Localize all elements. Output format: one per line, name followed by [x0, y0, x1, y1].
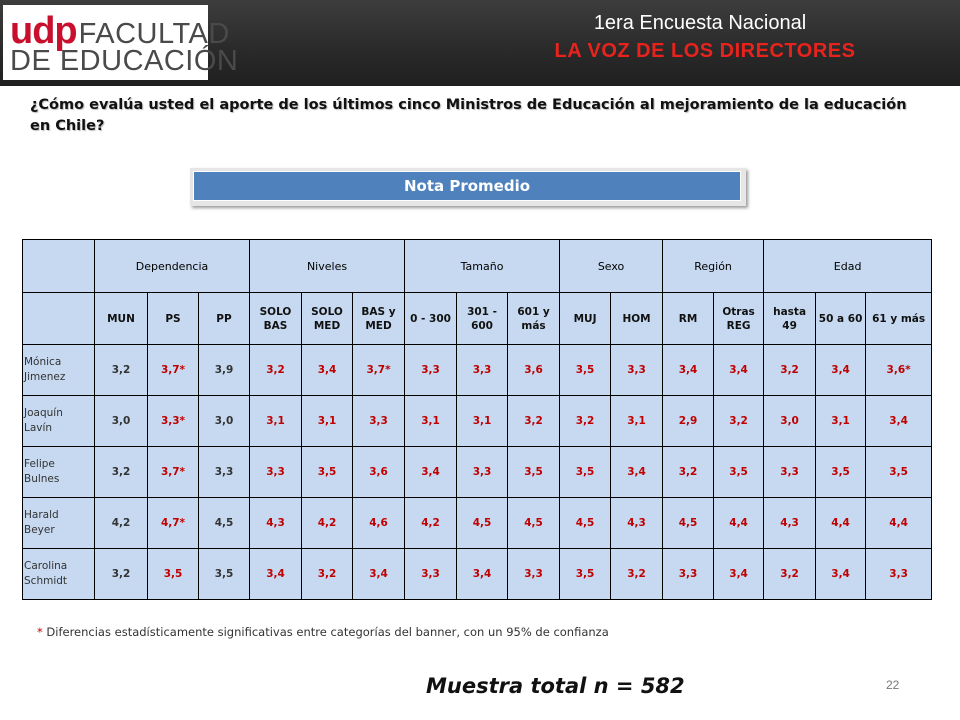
- score-cell: 3,4: [816, 549, 866, 600]
- score-cell: 3,4: [816, 345, 866, 396]
- corner-cell: [23, 293, 95, 345]
- score-cell: 3,2: [95, 345, 148, 396]
- score-cell: 3,2: [95, 549, 148, 600]
- score-cell: 3,6*: [866, 345, 932, 396]
- score-cell: 3,2: [764, 549, 816, 600]
- score-cell: 3,7*: [148, 345, 199, 396]
- survey-title: 1era Encuesta Nacional: [593, 12, 807, 34]
- footnote-text: Diferencias estadísticamente significativas entre categorías del banner, con un 95% de confianza: [42, 625, 609, 639]
- minister-name: Harald Beyer: [23, 498, 95, 549]
- score-cell: 3,4: [611, 447, 663, 498]
- logo-educacion-text: DE EDUCACIÓN: [10, 45, 239, 77]
- score-cell: 3,2: [764, 345, 816, 396]
- table-row: [23, 396, 932, 447]
- table-row: [23, 549, 932, 600]
- score-cell: 3,1: [816, 396, 866, 447]
- score-cell: 3,3*: [148, 396, 199, 447]
- results-table: [22, 239, 932, 600]
- column-header: MUJ: [560, 293, 611, 345]
- score-cell: 4,2: [95, 498, 148, 549]
- score-cell: 3,5: [508, 447, 560, 498]
- score-cell: 3,4: [714, 549, 764, 600]
- score-cell: 3,9: [199, 345, 250, 396]
- score-cell: 3,3: [663, 549, 714, 600]
- score-cell: 3,5: [560, 549, 611, 600]
- score-cell: 3,5: [302, 447, 353, 498]
- score-cell: 4,4: [714, 498, 764, 549]
- score-cell: 4,2: [302, 498, 353, 549]
- score-cell: 3,4: [302, 345, 353, 396]
- score-cell: 3,4: [405, 447, 457, 498]
- column-header: PS: [148, 293, 199, 345]
- score-cell: 3,2: [302, 549, 353, 600]
- banner-frame: [190, 168, 746, 206]
- score-cell: 3,2: [508, 396, 560, 447]
- survey-subtitle: LA VOZ DE LOS DIRECTORES: [554, 40, 856, 62]
- score-cell: 3,3: [866, 549, 932, 600]
- column-header: 0 - 300: [405, 293, 457, 345]
- group-header: Sexo: [560, 240, 663, 293]
- minister-name: Mónica Jimenez: [23, 345, 95, 396]
- column-header: BAS y MED: [353, 293, 405, 345]
- score-cell: 3,2: [95, 447, 148, 498]
- logo-facultad-text: FACULTAD: [78, 18, 230, 50]
- column-header: 61 y más: [866, 293, 932, 345]
- score-cell: 2,9: [663, 396, 714, 447]
- score-cell: 3,4: [250, 549, 302, 600]
- udp-logo: [3, 5, 239, 80]
- score-cell: 3,1: [611, 396, 663, 447]
- minister-name: Felipe Bulnes: [23, 447, 95, 498]
- score-cell: 3,5: [199, 549, 250, 600]
- score-cell: 3,4: [457, 549, 508, 600]
- score-cell: 3,2: [663, 447, 714, 498]
- group-header: Niveles: [250, 240, 405, 293]
- header-bar: [0, 0, 960, 86]
- score-cell: 3,4: [353, 549, 405, 600]
- score-cell: 3,3: [405, 549, 457, 600]
- score-cell: 3,0: [199, 396, 250, 447]
- footnote-star: *: [37, 625, 43, 639]
- score-cell: 3,4: [663, 345, 714, 396]
- score-cell: 4,7*: [148, 498, 199, 549]
- logo-udp-text: udp: [10, 10, 77, 52]
- score-cell: 4,5: [663, 498, 714, 549]
- score-cell: 3,7*: [148, 447, 199, 498]
- score-cell: 4,2: [405, 498, 457, 549]
- table-row: [23, 447, 932, 498]
- score-cell: 3,1: [302, 396, 353, 447]
- column-header: hasta 49: [764, 293, 816, 345]
- score-cell: 4,4: [816, 498, 866, 549]
- score-cell: 4,5: [560, 498, 611, 549]
- score-cell: 4,3: [250, 498, 302, 549]
- score-cell: 4,4: [866, 498, 932, 549]
- column-header-row: [23, 293, 932, 345]
- question-text: ¿Cómo evalúa usted el aporte de los últimos cinco Ministros de Educación al mejoramiento de la educación en Chile?: [30, 97, 907, 134]
- score-cell: 3,2: [560, 396, 611, 447]
- score-cell: 3,5: [816, 447, 866, 498]
- score-cell: 3,0: [764, 396, 816, 447]
- group-header: Región: [663, 240, 764, 293]
- score-cell: 3,4: [714, 345, 764, 396]
- score-cell: 3,2: [714, 396, 764, 447]
- minister-name: Carolina Schmidt: [23, 549, 95, 600]
- sample-size: Muestra total n = 582: [426, 674, 685, 698]
- group-header-row: [23, 240, 932, 293]
- score-cell: 3,3: [611, 345, 663, 396]
- score-cell: 3,3: [199, 447, 250, 498]
- column-header: 601 y más: [508, 293, 560, 345]
- score-cell: 4,6: [353, 498, 405, 549]
- footnote: [37, 625, 609, 639]
- group-header: Dependencia: [95, 240, 250, 293]
- score-cell: 3,6: [353, 447, 405, 498]
- score-cell: 3,5: [148, 549, 199, 600]
- table-row: [23, 498, 932, 549]
- column-header: PP: [199, 293, 250, 345]
- score-cell: 3,0: [95, 396, 148, 447]
- score-cell: 3,3: [405, 345, 457, 396]
- column-header: SOLO MED: [302, 293, 353, 345]
- column-header: SOLO BAS: [250, 293, 302, 345]
- score-cell: 3,5: [866, 447, 932, 498]
- score-cell: 3,7*: [353, 345, 405, 396]
- score-cell: 4,5: [457, 498, 508, 549]
- score-cell: 3,3: [457, 447, 508, 498]
- score-cell: 3,3: [353, 396, 405, 447]
- column-header: HOM: [611, 293, 663, 345]
- score-cell: 3,1: [405, 396, 457, 447]
- score-cell: 3,4: [866, 396, 932, 447]
- score-cell: 4,3: [611, 498, 663, 549]
- column-header: Otras REG: [714, 293, 764, 345]
- score-cell: 3,5: [560, 345, 611, 396]
- nota-promedio-banner: Nota Promedio: [193, 171, 741, 201]
- table-row: [23, 345, 932, 396]
- score-cell: 3,2: [611, 549, 663, 600]
- score-cell: 3,1: [457, 396, 508, 447]
- score-cell: 3,3: [250, 447, 302, 498]
- score-cell: 4,3: [764, 498, 816, 549]
- score-cell: 3,1: [250, 396, 302, 447]
- score-cell: 3,3: [457, 345, 508, 396]
- score-cell: 3,6: [508, 345, 560, 396]
- minister-name: Joaquín Lavín: [23, 396, 95, 447]
- score-cell: 4,5: [508, 498, 560, 549]
- column-header: RM: [663, 293, 714, 345]
- group-header: Tamaño: [405, 240, 560, 293]
- score-cell: 3,3: [508, 549, 560, 600]
- score-cell: 3,5: [714, 447, 764, 498]
- score-cell: 4,5: [199, 498, 250, 549]
- group-header: Edad: [764, 240, 932, 293]
- score-cell: 3,5: [560, 447, 611, 498]
- score-cell: 3,3: [764, 447, 816, 498]
- corner-cell: [23, 240, 95, 293]
- score-cell: 3,2: [250, 345, 302, 396]
- column-header: 50 a 60: [816, 293, 866, 345]
- column-header: 301 - 600: [457, 293, 508, 345]
- page-number: 22: [886, 678, 900, 692]
- column-header: MUN: [95, 293, 148, 345]
